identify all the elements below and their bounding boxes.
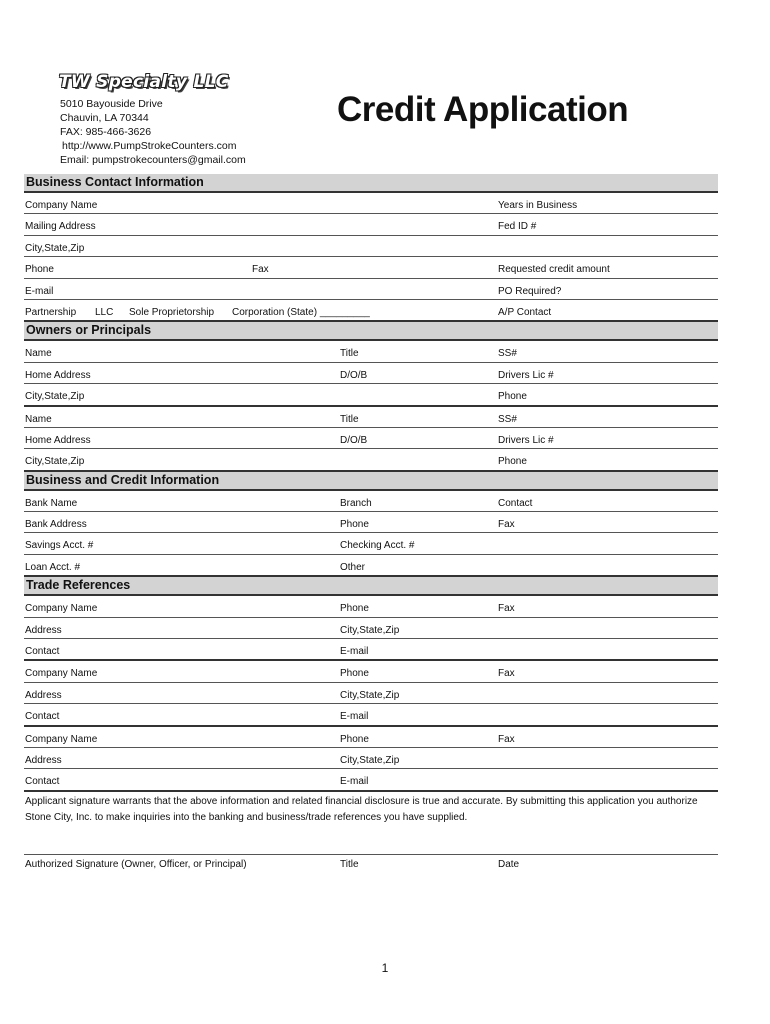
field-label: Contact: [25, 776, 60, 788]
form-row[interactable]: [24, 341, 718, 362]
field-label: City,State,Zip: [25, 391, 85, 403]
field-label: Bank Address: [25, 519, 87, 531]
form-row[interactable]: [24, 704, 718, 726]
form-row[interactable]: [24, 661, 718, 682]
field-label: Contact: [498, 497, 533, 509]
field-label: Phone: [340, 668, 369, 680]
field-label: City,State,Zip: [25, 456, 85, 468]
form-row[interactable]: [24, 683, 718, 704]
field-label: Mailing Address: [25, 221, 96, 233]
field-label: Fax: [498, 519, 515, 531]
field-label: Fax: [498, 603, 515, 615]
form-row[interactable]: [24, 596, 718, 617]
field-label: Home Address: [25, 369, 91, 381]
signature-disclaimer: Applicant signature warrants that the above information and related financial disclosure is true and accurate. By submitting this application you authorize Stone City, Inc. to make inquiries into the banking and business/trade references you have supplied.: [24, 792, 718, 855]
field-label: City,State,Zip: [340, 754, 400, 766]
field-label: Phone: [498, 391, 527, 403]
field-label: Fax: [498, 733, 515, 745]
field-label: Bank Name: [25, 497, 78, 509]
section-business-credit: Business and Credit Information: [24, 472, 718, 491]
form-row[interactable]: [24, 512, 718, 533]
section-owners: Owners or Principals: [24, 322, 718, 341]
signature-date-label: Date: [498, 858, 520, 870]
field-label: Other: [340, 561, 366, 573]
form-row[interactable]: [24, 727, 718, 748]
field-label: Contact: [25, 711, 60, 723]
form-row[interactable]: [24, 428, 718, 449]
field-label: Checking Acct. #: [340, 540, 415, 552]
field-label: Phone: [498, 456, 527, 468]
company-logo: TW Specialty LLC: [59, 72, 229, 92]
field-label: City,State,Zip: [340, 624, 400, 636]
field-label: Fed ID #: [498, 221, 537, 233]
form-row[interactable]: [24, 618, 718, 639]
field-label: Name: [25, 413, 52, 425]
field-label: Savings Acct. #: [25, 540, 94, 552]
form-row[interactable]: [24, 363, 718, 384]
field-label: Phone: [340, 733, 369, 745]
field-label: Company Name: [25, 668, 98, 680]
field-label: E-mail: [25, 285, 54, 297]
field-label: Address: [25, 754, 62, 766]
form-row[interactable]: [24, 491, 718, 512]
form-row[interactable]: [24, 533, 718, 554]
form-row[interactable]: [24, 555, 718, 577]
field-label: Corporation (State) _________: [232, 306, 370, 318]
field-label: D/O/B: [340, 369, 368, 381]
field-label: Requested credit amount: [498, 264, 610, 276]
field-label: Phone: [340, 603, 369, 615]
form-row[interactable]: [24, 639, 718, 661]
field-label: Years in Business: [498, 200, 578, 211]
field-label: E-mail: [340, 776, 369, 788]
field-label: Company Name: [25, 733, 98, 745]
field-label: Sole Proprietorship: [129, 306, 215, 318]
field-label: Drivers Lic #: [498, 369, 554, 381]
field-label: Fax: [252, 264, 269, 276]
field-label: City,State,Zip: [340, 689, 400, 701]
form-row[interactable]: [24, 748, 718, 769]
field-label: Fax: [498, 668, 515, 680]
field-label: Partnership: [25, 306, 77, 318]
form-row[interactable]: [24, 449, 718, 471]
field-label: Address: [25, 689, 62, 701]
address-line: 5010 Bayouside Drive: [60, 98, 163, 110]
field-label: Home Address: [25, 434, 91, 446]
email-line: Email: pumpstrokecounters@gmail.com: [60, 154, 246, 166]
page-number: 1: [381, 961, 389, 975]
field-label: Drivers Lic #: [498, 434, 554, 446]
company-address: [60, 97, 246, 167]
field-label: Loan Acct. #: [25, 561, 81, 573]
form-row[interactable]: [24, 769, 718, 791]
form-row[interactable]: [24, 236, 718, 257]
field-label: Phone: [25, 264, 54, 276]
field-label: Contact: [25, 646, 60, 658]
signature-row: [24, 855, 718, 875]
field-label: City,State,Zip: [25, 242, 85, 254]
field-label: Title: [340, 413, 359, 425]
form-row[interactable]: [24, 384, 718, 406]
signature-title-label: Title: [340, 858, 359, 870]
form-row[interactable]: [24, 257, 718, 278]
field-label: Company Name: [25, 200, 98, 211]
field-label: Address: [25, 624, 62, 636]
form-row[interactable]: [24, 300, 718, 322]
form-row[interactable]: [24, 407, 718, 428]
section-trade-references: Trade References: [24, 577, 718, 596]
field-label: PO Required?: [498, 285, 562, 297]
field-label: A/P Contact: [498, 306, 552, 318]
form-row[interactable]: [24, 193, 718, 214]
field-label: E-mail: [340, 711, 369, 723]
credit-application-form: [24, 174, 718, 875]
field-label: LLC: [95, 306, 114, 318]
website-link[interactable]: http://www.PumpStrokeCounters.com: [62, 140, 237, 152]
field-label: E-mail: [340, 646, 369, 658]
form-row[interactable]: [24, 214, 718, 235]
field-label: SS#: [498, 413, 517, 425]
field-label: Branch: [340, 497, 372, 509]
form-row[interactable]: [24, 279, 718, 300]
field-label: SS#: [498, 348, 517, 360]
field-label: Company Name: [25, 603, 98, 615]
section-business-contact: Business Contact Information: [24, 174, 718, 193]
page-title: Credit Application: [337, 90, 629, 129]
address-line: Chauvin, LA 70344: [60, 112, 149, 124]
field-label: D/O/B: [340, 434, 368, 446]
field-label: Title: [340, 348, 359, 360]
fax-line: FAX: 985-466-3626: [60, 126, 152, 138]
field-label: Name: [25, 348, 52, 360]
field-label: Phone: [340, 519, 369, 531]
signature-label: Authorized Signature (Owner, Officer, or Principal): [25, 858, 247, 870]
